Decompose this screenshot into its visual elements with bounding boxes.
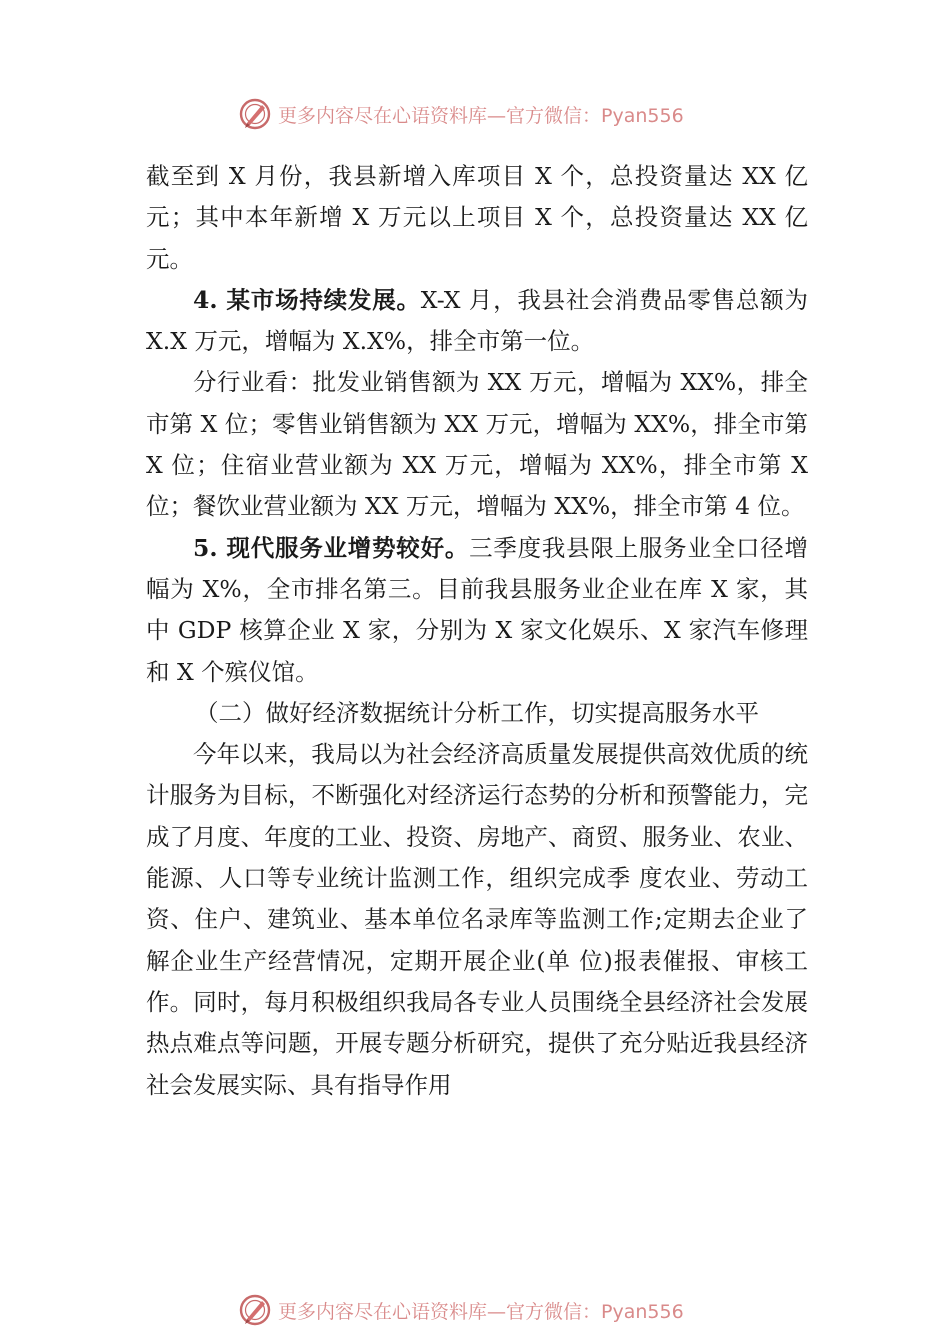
header-watermark: [238, 96, 758, 132]
paragraph-heading: 4. 某市场持续发展。: [193, 285, 421, 314]
pen-logo-icon: [238, 97, 272, 131]
watermark-text: 更多内容尽在心语资料库—官方微信：Pyan556: [278, 1300, 684, 1323]
paragraph: 分行业看：批发业销售额为 XX 万元，增幅为 XX%，排全市第 X 位；零售业销售额为 XX 万元，增幅为 XX%，排全市第 X 位；住宿业营业额为 XX 万元，增幅为 XX%，排全市第 X 位；餐饮业营业额为 XX 万元，增幅为 XX%，排全市第 4 位。: [146, 368, 808, 521]
section-heading: （二）做好经济数据统计分析工作，切实提高服务水平: [195, 698, 759, 727]
watermark-text: 更多内容尽在心语资料库—官方微信：Pyan556: [278, 104, 684, 127]
paragraph-heading: 5. 现代服务业增势较好。: [193, 533, 470, 562]
paragraph: 5. 现代服务业增势较好。三季度我县限上服务业全口径增幅为 X%，全市排名第三。目前我县服务业企业在库 X 家，其中 GDP 核算企业 X 家，分别为 X 家文化娱乐、X 家汽车修理和 X 个殡仪馆。: [146, 533, 808, 686]
paragraph: 今年以来，我局以为社会经济高质量发展提供高效优质的统计服务为目标，不断强化对经济运行态势的分析和预警能力，完成了月度、年度的工业、投资、房地产、商贸、服务业、农业、能源、人口等专业统计监测工作，组织完成季 度农业、劳动工资、住户、建筑业、基本单位名录库等监测工作;定期去企业了解企业生产经营情况，定期开展企业(单 位)报表催报、审核工作。同时，每月积极组织我局各专业人员围绕全县经济社会发展热点难点等问题，开展专题分析研究，提供了充分贴近我县经济社会发展实际、具有指导作用: [146, 740, 808, 1099]
paragraph: 4. 某市场持续发展。X-X 月，我县社会消费品零售总额为 X.X 万元，增幅为 X.X%，排全市第一位。: [146, 285, 808, 356]
document-body: [146, 156, 808, 1106]
pen-logo-icon: [238, 1293, 272, 1327]
footer-watermark: [238, 1292, 758, 1328]
paragraph: 截至到 X 月份，我县新增入库项目 X 个，总投资量达 XX 亿元；其中本年新增 X 万元以上项目 X 个，总投资量达 XX 亿元。: [146, 162, 808, 273]
